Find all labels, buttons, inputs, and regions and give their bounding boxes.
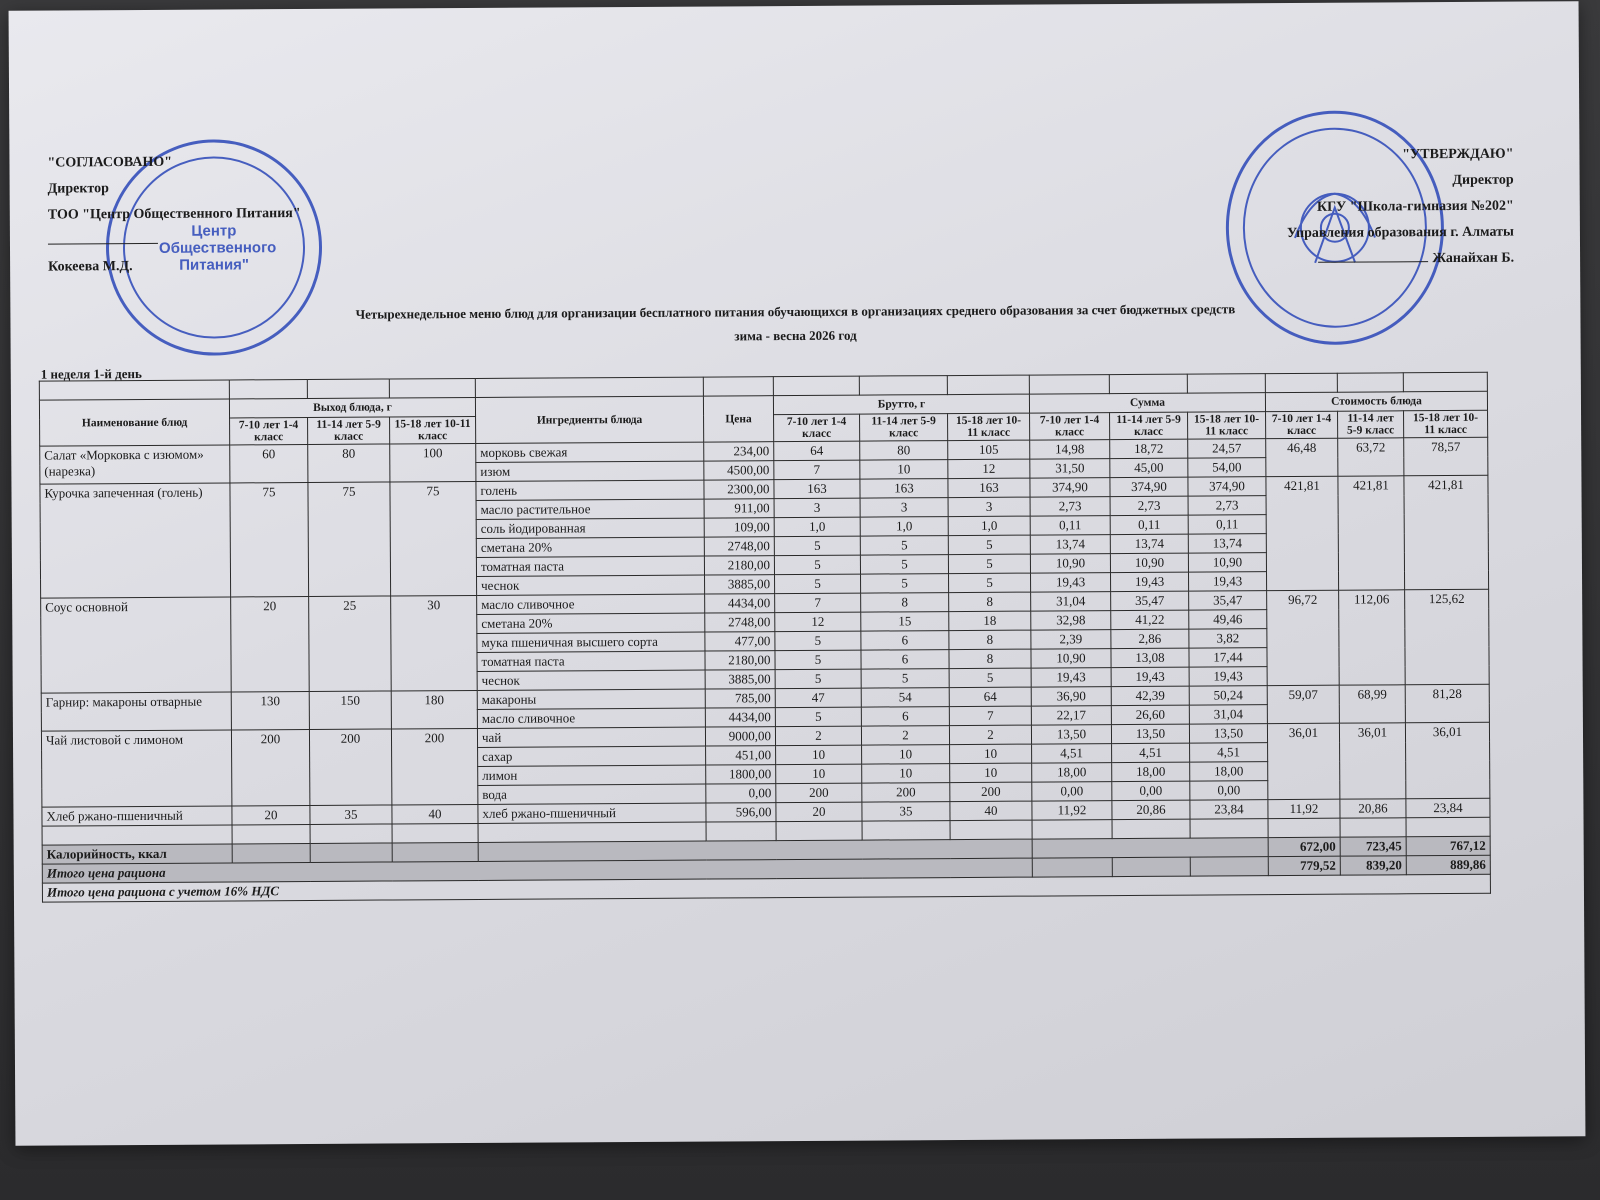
ingredient-sum: 24,57 [1188,439,1266,458]
ingredient-gross: 2 [949,725,1031,745]
stamp-left-text: Центр Общественного Питания" [158,221,277,274]
approval-right-name-row [1287,246,1514,273]
ingredient-sum: 13,74 [1110,534,1188,553]
ingredient-gross: 10 [860,460,948,480]
ingredient-gross: 1,0 [948,516,1030,536]
ingredient-name: хлеб ржано-пшеничный [478,803,706,823]
dish-cost: 421,81 [1266,476,1339,590]
ingredient-price: 785,00 [705,689,775,708]
ingredient-sum: 31,04 [1189,705,1267,724]
ingredient-price: 596,00 [706,803,776,822]
ingredient-gross: 200 [862,783,950,803]
ingredient-price: 3885,00 [705,575,775,594]
header-dish-name: Наименование блюд [39,399,229,446]
ingredient-price: 4434,00 [705,708,775,727]
ingredient-sum: 31,04 [1031,592,1111,611]
header-yield-age-2: 11-14 лет 5-9 класс [308,417,390,445]
ingredient-gross: 64 [949,687,1031,707]
menu-table [39,372,1491,903]
ingredient-name: сахар [478,746,706,766]
ingredient-sum: 2,73 [1030,497,1110,516]
ingredient-gross: 7 [949,706,1031,726]
ingredient-name: сметана 20% [477,613,705,633]
ingredient-gross: 5 [948,554,1030,574]
ingredient-name: масло сливочное [477,594,705,614]
ingredient-sum: 45,00 [1110,458,1188,477]
ingredient-gross: 5 [774,555,860,575]
ingredient-sum: 3,82 [1189,629,1267,648]
approval-right-block [1286,142,1514,273]
ingredient-gross: 3 [774,498,860,518]
ingredient-gross: 35 [862,802,950,822]
dish-cost: 78,57 [1404,437,1488,476]
ingredient-price: 109,00 [704,518,774,537]
ingredient-sum: 13,08 [1111,648,1189,667]
approval-left-heading: "СОГЛАСОВАНО" [47,154,173,171]
ingredient-name: масло сливочное [477,708,705,728]
ingredient-name: макароны [477,689,705,709]
ingredient-gross: 6 [861,650,949,670]
dish-name: Хлеб ржано-пшеничный [42,806,232,826]
ingredient-sum: 19,43 [1188,572,1266,591]
ingredient-gross: 40 [950,801,1032,821]
ingredient-gross: 5 [775,631,861,651]
dish-yield: 200 [309,729,391,805]
dish-cost: 112,06 [1339,590,1406,685]
ingredient-gross: 10 [862,764,950,784]
ingredient-sum: 4,51 [1032,744,1112,763]
ingredient-price: 451,00 [706,746,776,765]
ingredient-gross: 7 [775,593,861,613]
ingredient-price: 2748,00 [705,613,775,632]
dish-name: Соус основной [41,597,232,693]
ingredient-sum: 0,00 [1190,781,1268,800]
ingredient-sum: 2,39 [1031,630,1111,649]
ingredient-sum: 19,43 [1111,667,1189,686]
dish-yield: 75 [390,481,477,596]
ingredient-sum: 26,60 [1111,705,1189,724]
approval-right-org: КГУ "Школа-гимназия №202" [1316,198,1514,215]
ingredient-price: 0,00 [706,784,776,803]
ingredient-sum: 13,50 [1189,724,1267,743]
dish-yield: 75 [308,482,391,596]
dish-yield: 60 [230,444,308,482]
ingredient-price: 1800,00 [706,765,776,784]
header-sum-age-2: 11-14 лет 5-9 класс [1110,412,1188,439]
ingredient-sum: 13,50 [1111,724,1189,743]
ingredient-name: голень [476,480,704,500]
ingredient-price: 4500,00 [704,461,774,480]
ingredient-sum: 36,90 [1031,687,1111,706]
ingredient-sum: 4,51 [1112,743,1190,762]
dish-yield: 80 [308,444,390,483]
dish-cost: 96,72 [1267,590,1340,685]
ingredient-sum: 41,22 [1111,610,1189,629]
ingredient-gross: 5 [860,536,948,556]
ingredient-name: томатная паста [477,651,705,671]
document-subtitle: зима - весна 2026 год [734,327,857,344]
ingredient-sum: 19,43 [1031,573,1111,592]
ingredient-gross: 3 [948,497,1030,517]
header-gross-age-3: 15-18 лет 10-11 класс [948,413,1030,441]
ingredient-gross: 1,0 [774,517,860,537]
dish-name: Гарнир: макароны отварные [41,692,231,731]
ingredient-gross: 5 [860,555,948,575]
header-yield-group: Выход блюда, г [229,397,475,418]
dish-cost: 421,81 [1404,475,1489,590]
ingredient-gross: 47 [775,688,861,708]
ingredient-gross: 6 [861,631,949,651]
header-price: Цена [703,396,773,442]
ingredient-sum: 0,11 [1188,515,1266,534]
ingredient-name: масло растительное [476,499,704,519]
header-cost-age-1: 7-10 лет 1-4 класс [1266,411,1338,438]
ingredient-gross: 5 [774,536,860,556]
ingredient-gross: 10 [776,764,862,784]
ingredient-sum: 4,51 [1190,743,1268,762]
dish-yield: 180 [391,690,477,729]
ingredient-sum: 18,72 [1110,439,1188,458]
ingredient-sum: 18,00 [1112,762,1190,781]
header-yield-age-3: 15-18 лет 10-11 класс [390,416,476,444]
dish-cost: 59,07 [1267,685,1339,723]
header-sum-age-3: 15-18 лет 10-11 класс [1188,412,1266,439]
ingredient-gross: 15 [861,612,949,632]
header-cost-age-2: 11-14 лет 5-9 класс [1338,411,1404,438]
ingredient-price: 477,00 [705,632,775,651]
calories-age-2: 723,45 [1340,837,1406,856]
document-title: Четырехнедельное меню блюд для организации бесплатного питания обучающихся в организациях среднего образования за счет бюджетных средств [355,301,1236,322]
ingredient-gross: 5 [949,573,1031,593]
approval-right-role: Директор [1452,172,1514,188]
ingredient-price: 2300,00 [704,480,774,499]
ingredient-gross: 10 [776,745,862,765]
dish-cost: 63,72 [1338,438,1404,476]
ingredient-sum: 10,90 [1110,553,1188,572]
header-gross-group: Брутто, г [773,394,1029,415]
ingredient-name: чеснок [477,575,705,595]
ingredient-sum: 19,43 [1111,572,1189,591]
ingredient-sum: 0,00 [1032,782,1112,801]
ingredient-name: лимон [478,765,706,785]
dish-yield: 200 [231,729,309,805]
dish-yield: 100 [390,443,476,482]
ration-total-age-1: 779,52 [1268,856,1340,875]
header-sum-age-1: 7-10 лет 1-4 класс [1030,413,1110,440]
approval-left-org: ТОО "Центр Общественного Питания" [47,206,301,223]
ingredient-sum: 2,73 [1110,496,1188,515]
ingredient-sum: 32,98 [1031,611,1111,630]
approval-left-block [47,149,301,281]
ingredient-sum: 17,44 [1189,648,1267,667]
ingredient-gross: 5 [775,650,861,670]
dish-yield: 200 [391,728,477,805]
ingredient-gross: 5 [949,668,1031,688]
document-paper [9,1,1586,1146]
dish-cost: 125,62 [1405,589,1490,685]
ingredient-sum: 374,90 [1110,477,1188,496]
ingredient-sum: 10,90 [1031,649,1111,668]
ingredient-sum: 374,90 [1188,477,1266,496]
ingredient-sum: 13,74 [1030,535,1110,554]
ingredient-sum: 13,74 [1188,534,1266,553]
dish-cost: 23,84 [1406,798,1490,818]
ingredient-price: 2180,00 [704,556,774,575]
calories-age-1: 672,00 [1268,837,1340,856]
ingredient-gross: 8 [949,649,1031,669]
ingredient-name: морковь свежая [476,442,704,462]
ingredient-sum: 18,00 [1032,763,1112,782]
ingredient-gross: 5 [861,574,949,594]
ingredient-price: 911,00 [704,499,774,518]
approval-right-dept: Управления образования г. Алматы [1286,224,1514,242]
ingredient-price: 2180,00 [705,651,775,670]
ingredient-sum: 19,43 [1189,667,1267,686]
ingredient-sum: 13,50 [1031,725,1111,744]
ration-total-label: Итого цена рациона [42,858,1032,883]
ingredient-sum: 49,46 [1189,610,1267,629]
dish-yield: 150 [309,691,391,730]
dish-cost: 11,92 [1268,799,1340,818]
dish-yield: 20 [232,805,310,824]
ingredient-sum: 0,11 [1030,516,1110,535]
dish-name: Салат «Морковка с изюмом» (нарезка) [40,445,230,484]
ingredient-gross: 20 [776,802,862,822]
dish-yield: 20 [231,596,310,691]
ingredient-gross: 200 [950,782,1032,802]
ingredient-gross: 8 [861,593,949,613]
dish-yield: 130 [231,691,309,729]
ingredient-sum: 23,84 [1190,800,1268,819]
ingredient-sum: 11,92 [1032,801,1112,820]
ingredient-name: мука пшеничная высшего сорта [477,632,705,652]
ingredient-sum: 18,00 [1190,762,1268,781]
header-cost-group: Стоимость блюда [1265,391,1487,411]
ingredient-gross: 12 [775,612,861,632]
dish-cost: 68,99 [1339,685,1405,723]
calories-label: Калорийность, ккал [42,844,232,864]
dish-name: Курочка запеченная (голень) [40,483,231,598]
ingredient-sum: 2,73 [1188,496,1266,515]
ingredient-sum: 10,90 [1188,553,1266,572]
ingredient-name: чай [477,727,705,747]
ingredient-gross: 8 [949,592,1031,612]
ingredient-name: томатная паста [476,556,704,576]
ingredient-gross: 12 [948,459,1030,479]
ration-total-age-3: 889,86 [1406,855,1490,875]
ingredient-name: вода [478,784,706,804]
ingredient-gross: 5 [775,707,861,727]
ingredient-gross: 6 [861,707,949,727]
signature-line [1318,261,1428,263]
dish-cost: 36,01 [1339,723,1405,799]
ingredient-gross: 5 [775,574,861,594]
ingredient-sum: 14,98 [1030,440,1110,459]
header-gross-age-1: 7-10 лет 1-4 класс [774,414,860,442]
ingredient-sum: 19,43 [1031,668,1111,687]
header-yield-age-1: 7-10 лет 1-4 класс [230,417,308,444]
dish-cost: 36,01 [1405,722,1489,799]
ingredient-price: 9000,00 [705,727,775,746]
ingredient-name: сметана 20% [476,537,704,557]
ingredient-sum: 50,24 [1189,686,1267,705]
dish-yield: 25 [309,596,392,691]
ingredient-gross: 18 [949,611,1031,631]
dish-yield: 75 [230,482,309,596]
ingredient-gross: 2 [775,726,861,746]
dish-cost: 36,01 [1267,723,1339,799]
ingredient-sum: 2,86 [1111,629,1189,648]
ingredient-sum: 0,11 [1110,515,1188,534]
vat-total-label: Итого цена рациона с учетом 16% НДС [42,874,1490,902]
header-cost-age-3: 15-18 лет 10-11 класс [1404,410,1488,438]
ingredient-gross: 163 [948,478,1030,498]
dish-cost: 81,28 [1405,684,1489,723]
ingredient-gross: 7 [774,460,860,480]
day-label: 1 неделя 1-й день [40,365,142,382]
dish-yield: 40 [392,804,478,824]
dish-yield: 30 [391,595,478,691]
ingredient-gross: 10 [950,744,1032,764]
ingredient-gross: 80 [860,441,948,461]
ingredient-name: чеснок [477,670,705,690]
ingredient-price: 2748,00 [704,537,774,556]
ingredient-gross: 10 [950,763,1032,783]
ingredient-gross: 10 [862,745,950,765]
ingredient-sum: 374,90 [1030,478,1110,497]
ingredient-sum: 22,17 [1031,706,1111,725]
approval-right-heading: "УТВЕРЖДАЮ" [1402,146,1514,163]
menu-body [40,437,1490,826]
ingredient-price: 234,00 [704,442,774,461]
header-gross-age-2: 11-14 лет 5-9 класс [860,414,948,442]
dish-cost: 20,86 [1340,799,1406,818]
approval-left-role: Директор [47,181,109,197]
ingredient-gross: 1,0 [860,517,948,537]
ingredient-gross: 8 [949,630,1031,650]
ingredient-name: изюм [476,461,704,481]
ingredient-sum: 35,47 [1111,591,1189,610]
approval-left-name: Кокеева М.Д. [48,259,133,275]
ingredient-gross: 3 [860,498,948,518]
ingredient-sum: 10,90 [1030,554,1110,573]
approval-left-signature [48,227,301,255]
dish-cost: 46,48 [1266,438,1338,476]
ingredient-gross: 105 [948,440,1030,460]
ingredient-gross: 5 [861,669,949,689]
ingredient-sum: 20,86 [1112,800,1190,819]
ingredient-price: 4434,00 [705,594,775,613]
dish-yield: 35 [310,805,392,825]
ingredient-sum: 35,47 [1189,591,1267,610]
calories-age-3: 767,12 [1406,836,1490,856]
ingredient-sum: 31,50 [1030,459,1110,478]
ingredient-gross: 163 [774,479,860,499]
ingredient-sum: 54,00 [1188,458,1266,477]
ingredient-gross: 54 [861,688,949,708]
signature-line [48,243,158,245]
ingredient-gross: 163 [860,479,948,499]
header-sum-group: Сумма [1029,393,1265,413]
ingredient-gross: 64 [774,441,860,461]
ingredient-name: соль йодированная [476,518,704,538]
approval-right-name: Жанайхан Б. [1432,250,1515,267]
ingredient-sum: 42,39 [1111,686,1189,705]
ingredient-sum: 0,00 [1112,781,1190,800]
header-ingredients: Ингредиенты блюда [475,396,703,443]
ingredient-gross: 200 [776,783,862,803]
ration-total-age-2: 839,20 [1340,856,1406,875]
ingredient-gross: 2 [861,726,949,746]
ingredient-price: 3885,00 [705,670,775,689]
dish-name: Чай листовой с лимоном [41,730,231,807]
dish-cost: 421,81 [1338,476,1405,590]
ingredient-gross: 5 [948,535,1030,555]
ingredient-gross: 5 [775,669,861,689]
